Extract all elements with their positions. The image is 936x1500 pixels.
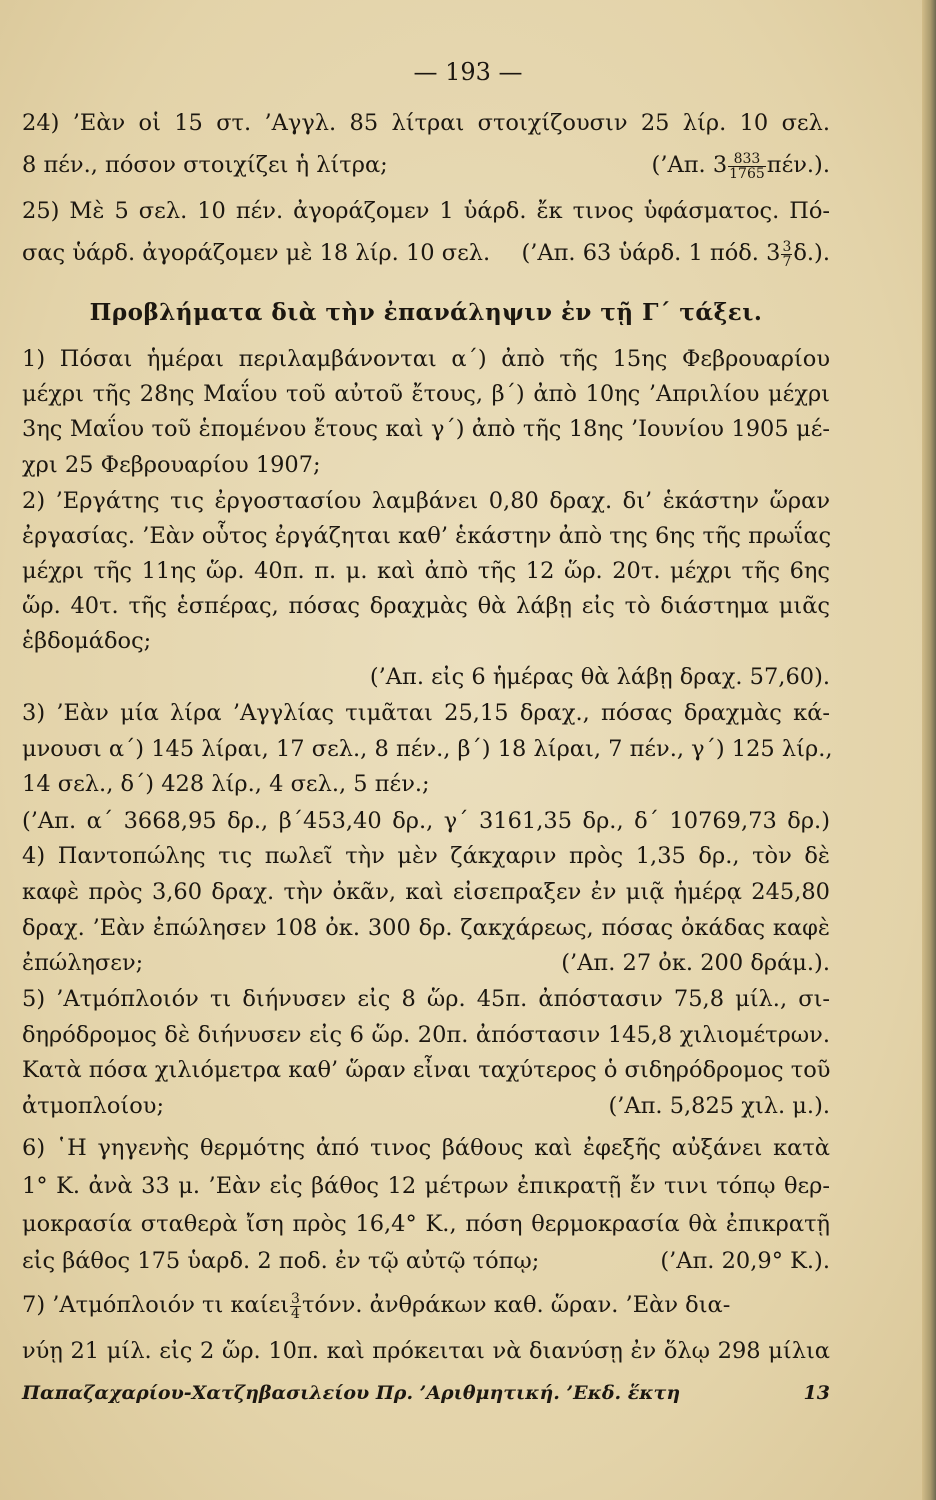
text-line: ἑβδομάδος; [22,628,152,654]
text-line: ἐργασίας. ’Εὰν οὗτος ἐργάζηται καθ’ ἑκάστην ἀπὸ της 6ης τῆς πρωΐας [22,523,832,549]
problem-24-text: 8 πέν., πόσον στοιχίζει ἡ λίτρα; [22,152,388,178]
text-line: νύῃ 21 μίλ. εἰς 2 ὥρ. 10π. καὶ πρόκειται νὰ διανύσῃ ἐν ὅλῳ 298 μίλια [22,1338,830,1364]
answer-line: (’Απ. εἰς 6 ἡμέρας θὰ λάβῃ δραχ. 57,60). [369,664,830,690]
text-fragment: 7) ’Ατμόπλοιόν τι καίει $\frac{3}{4}$ τόνν. ἀνθράκων καθ. ὥραν. ’Εὰν δια- [22,1290,731,1322]
text-line [22,948,830,978]
text-line: 3) ’Εὰν μία λίρα ’Αγγλίας τιμᾶται 25,15 δραχ., πόσας δραχμὰς κά- [22,700,830,726]
text-line: μέχρι τῆς 11ης ὥρ. 40π. π. μ. καὶ ἀπὸ τῆς 12 ὥρ. 20τ. μέχρι τῆς 6ης [22,558,830,584]
text-line: 6) ῾Η γηγενὴς θερμότης ἀπό τινος βάθους καὶ ἐφεξῆς αὐξάνει κατὰ [22,1135,830,1161]
answer-line: (’Απ. α΄ 3668,95 δρ., β΄453,40 δρ., γ΄ 3161,35 δρ., δ΄ 10769,73 δρ.) [22,808,830,834]
text-line: 1) Πόσαι ἡμέραι περιλαμβάνονται α΄) ἀπὸ τῆς 15ης Φεβρουαρίου [22,346,830,372]
problem-25-answer: (’Απ. 63 ὑάρδ. 1 πόδ. 3 $\frac{3}{7}$ δ.). [521,238,830,270]
text-line: 1° Κ. ἀνὰ 33 μ. ’Εὰν εἰς βάθος 12 μέτρων ἐπικρατῇ ἔν τινι τόπῳ θερ- [22,1173,830,1199]
text-line: δηρόδρομος δὲ διήνυσεν εἰς 6 ὥρ. 20π. ἀπόστασιν 145,8 χιλιομέτρων. [22,1022,830,1048]
problem-25-line-1: 25) Μὲ 5 σελ. 10 πέν. ἀγοράζομεν 1 ὑάρδ. ἔκ τινος ὑφάσματος. Πό- [22,198,830,224]
problem-24-answer: (’Απ. 3 $\frac{833}{1765}$ πέν.). [651,150,830,182]
fraction: $\frac{3}{4}$ [291,1290,300,1322]
text-line [22,1246,830,1276]
text-line: μέχρι τῆς 28ης Μαΐου τοῦ αὐτοῦ ἔτους, β΄) ἀπὸ 10ης ’Απριλίου μέχρι [22,381,830,407]
answer-fragment: (’Απ. 27 ὀκ. 200 δράμ.). [561,950,830,976]
footer-signature: 13 [803,1382,830,1404]
text-line [22,1290,830,1321]
answer-fragment: (’Απ. 20,9° Κ.). [660,1248,830,1274]
text-fragment: ἀτμοπλοίου; [22,1093,165,1119]
text-line: 5) ’Ατμόπλοιόν τι διήνυσεν εἰς 8 ὥρ. 45π. ἀπόστασιν 75,8 μίλ., σι- [22,986,830,1012]
page-number: — 193 — [413,58,523,86]
problem-24-line-2 [22,150,830,181]
fraction: $\frac{833}{1765}$ [729,150,765,182]
text-line: 2) ’Εργάτης τις ἐργοστασίου λαμβάνει 0,80 δραχ. δι’ ἑκάστην ὥραν [22,488,830,514]
text-line [22,1091,830,1121]
text-line: μοκρασία σταθερὰ ἴση πρὸς 16,4° Κ., πόση θερμοκρασία θὰ ἐπικρατῇ [22,1211,830,1237]
page-edge [922,0,936,1500]
text-fragment: ἐπώλησεν; [22,950,144,976]
text-line: 14 σελ., δ΄) 428 λίρ., 4 σελ., 5 πέν.; [22,771,430,797]
text-fragment: εἰς βάθος 175 ὑαρδ. 2 ποδ. ἐν τῷ αὐτῷ τόπῳ; [22,1248,540,1274]
text-line: 4) Παντοπώλης τις πωλεῖ τὴν μὲν ζάκχαριν πρὸς 1,35 δρ., τὸν δὲ [22,843,830,869]
fraction: $\frac{3}{7}$ [782,238,792,270]
text-line: 3ης Μαΐου τοῦ ἑπομένου ἔτους καὶ γ΄) ἀπὸ τῆς 18ης ’Ιουνίου 1905 μέ- [22,416,830,442]
section-heading: Προβλήματα διὰ τὴν ἐπανάληψιν ἐν τῇ Γ΄ τάξει. [89,299,763,326]
text-line: ὥρ. 40τ. τῆς ἑσπέρας, πόσας δραχμὰς θὰ λάβῃ εἰς τὸ διάστημα μιᾶς [22,593,830,619]
footer [22,1378,830,1408]
text-line: καφὲ πρὸς 3,60 δραχ. τὴν ὀκᾶν, καὶ εἰσεπραξεν ἐν μιᾷ ἡμέρᾳ 245,80 [22,879,830,905]
problem-25-line-2 [22,238,830,269]
answer-fragment: (’Απ. 5,825 χιλ. μ.). [608,1093,830,1119]
text-line: Κατὰ πόσα χιλιόμετρα καθ’ ὥραν εἶναι ταχύτερος ὁ σιδηρόδρομος τοῦ [22,1057,831,1083]
text-line: χρι 25 Φεβρουαρίου 1907; [22,452,321,478]
footer-publisher: Παπαζαχαρίου-Χατζηβασιλείου Πρ. ’Αριθμητική. ’Εκδ. ἕκτη [22,1382,681,1404]
text-line: μνουσι α΄) 145 λίραι, 17 σελ., 8 πέν., β΄) 18 λίραι, 7 πέν., γ΄) 125 λίρ., [22,736,833,762]
problem-25-text: σας ὑάρδ. ἀγοράζομεν μὲ 18 λίρ. 10 σελ. [22,240,491,266]
problem-24-line-1: 24) ’Εὰν οἱ 15 στ. ’Αγγλ. 85 λίτραι στοιχίζουσιν 25 λίρ. 10 σελ. [22,110,830,136]
text-line: δραχ. ’Εὰν ἐπώλησεν 108 ὀκ. 300 δρ. ζακχάρεως, πόσας ὀκάδας καφὲ [22,915,830,941]
